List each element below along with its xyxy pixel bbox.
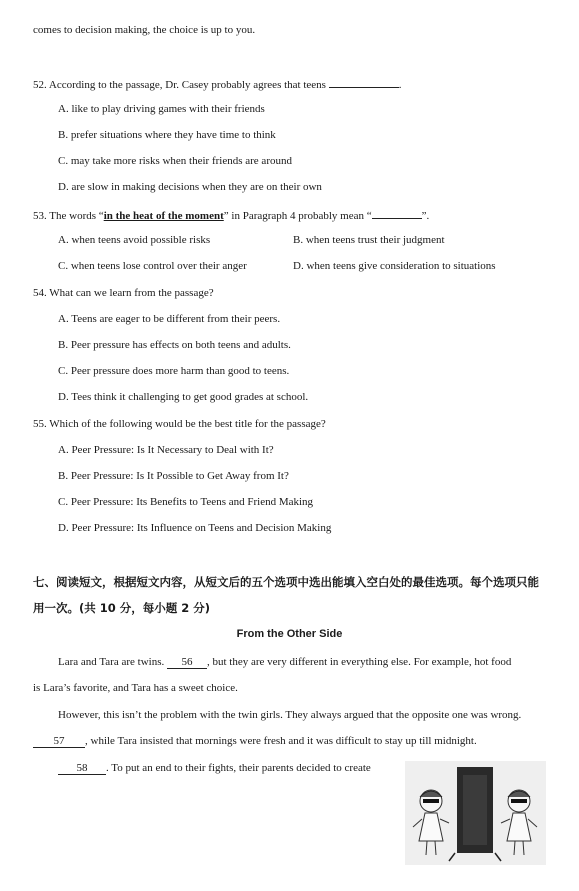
option-53-a[interactable]: A. when teens avoid possible risks xyxy=(58,234,211,246)
passage-line-3: However, this isn’t the problem with the twin girls. They always argued that the opposite one was wrong. xyxy=(58,709,522,721)
option-52-d[interactable]: D. are slow in making decisions when they are on their own xyxy=(58,181,322,193)
option-54-d[interactable]: D. Tees think it challenging to get good grades at school. xyxy=(58,391,309,403)
question-55-stem: 55. Which of the following would be the best title for the passage? xyxy=(33,418,326,430)
passage-line-2: is Lara’s favorite, and Tara has a sweet choice. xyxy=(33,682,238,694)
question-53-stem-mid: ” in Paragraph 4 probably mean “ xyxy=(223,210,372,222)
option-53-d[interactable]: D. when teens give consideration to situations xyxy=(293,260,496,272)
passage-text: , while Tara insisted that mornings were fresh and it was difficult to stay up till midnight. xyxy=(85,735,477,747)
question-52 xyxy=(33,76,401,92)
option-54-c[interactable]: C. Peer pressure does more harm than good to teens. xyxy=(58,365,290,377)
door-panel xyxy=(463,775,487,845)
blank-58[interactable]: 58 xyxy=(58,762,106,775)
passage-line-5 xyxy=(58,761,371,775)
option-55-d[interactable]: D. Peer Pressure: Its Influence on Teens and Decision Making xyxy=(58,522,332,534)
option-55-b[interactable]: B. Peer Pressure: Is It Possible to Get Away from It? xyxy=(58,470,289,482)
question-53 xyxy=(33,207,429,223)
phrase-heat-of-moment: in the heat of the moment xyxy=(103,210,224,222)
option-54-a[interactable]: A. Teens are eager to be different from their peers. xyxy=(58,313,281,325)
question-53-stem-start: 53. The words “ xyxy=(33,210,104,222)
answer-blank-53[interactable] xyxy=(372,207,422,219)
passage-line-1 xyxy=(58,655,511,669)
question-54-stem: 54. What can we learn from the passage? xyxy=(33,287,214,299)
stem-end: . xyxy=(398,79,402,91)
blank-56[interactable]: 56 xyxy=(167,656,207,669)
section-7-heading-line2: 用一次。(共 10 分，每小题 2 分) xyxy=(33,601,211,615)
twins-door-illustration xyxy=(405,761,546,865)
option-52-b[interactable]: B. prefer situations where they have time to think xyxy=(58,129,276,141)
passage-text: Lara and Tara are twins. xyxy=(58,656,165,668)
option-55-c[interactable]: C. Peer Pressure: Its Benefits to Teens and Friend Making xyxy=(58,496,314,508)
section-7-heading-line1: 七、阅读短文，根据短文内容，从短文后的五个选项中选出能填入空白处的最佳选项。每个选项只能 xyxy=(33,575,539,589)
passage-text: . To put an end to their fights, their parents decided to create xyxy=(106,762,371,774)
passage-title: From the Other Side xyxy=(236,628,343,640)
passage-line-4 xyxy=(33,734,477,748)
blank-57[interactable]: 57 xyxy=(33,735,85,748)
passage-text: , but they are very different in everything else. For example, hot food xyxy=(206,656,512,668)
question-52-stem: 52. According to the passage, Dr. Casey probably agrees that teens xyxy=(33,79,326,91)
option-55-a[interactable]: A. Peer Pressure: Is It Necessary to Deal with It? xyxy=(58,444,274,456)
option-53-c[interactable]: C. when teens lose control over their anger xyxy=(58,260,247,272)
option-52-a[interactable]: A. like to play driving games with their friends xyxy=(58,103,265,115)
option-53-b[interactable]: B. when teens trust their judgment xyxy=(293,234,445,246)
intro-tail-text: comes to decision making, the choice is up to you. xyxy=(33,24,256,36)
option-52-c[interactable]: C. may take more risks when their friends are around xyxy=(58,155,292,167)
question-53-stem-end: ”. xyxy=(421,210,430,222)
option-54-b[interactable]: B. Peer pressure has effects on both teens and adults. xyxy=(58,339,291,351)
answer-blank-52[interactable] xyxy=(329,76,399,88)
